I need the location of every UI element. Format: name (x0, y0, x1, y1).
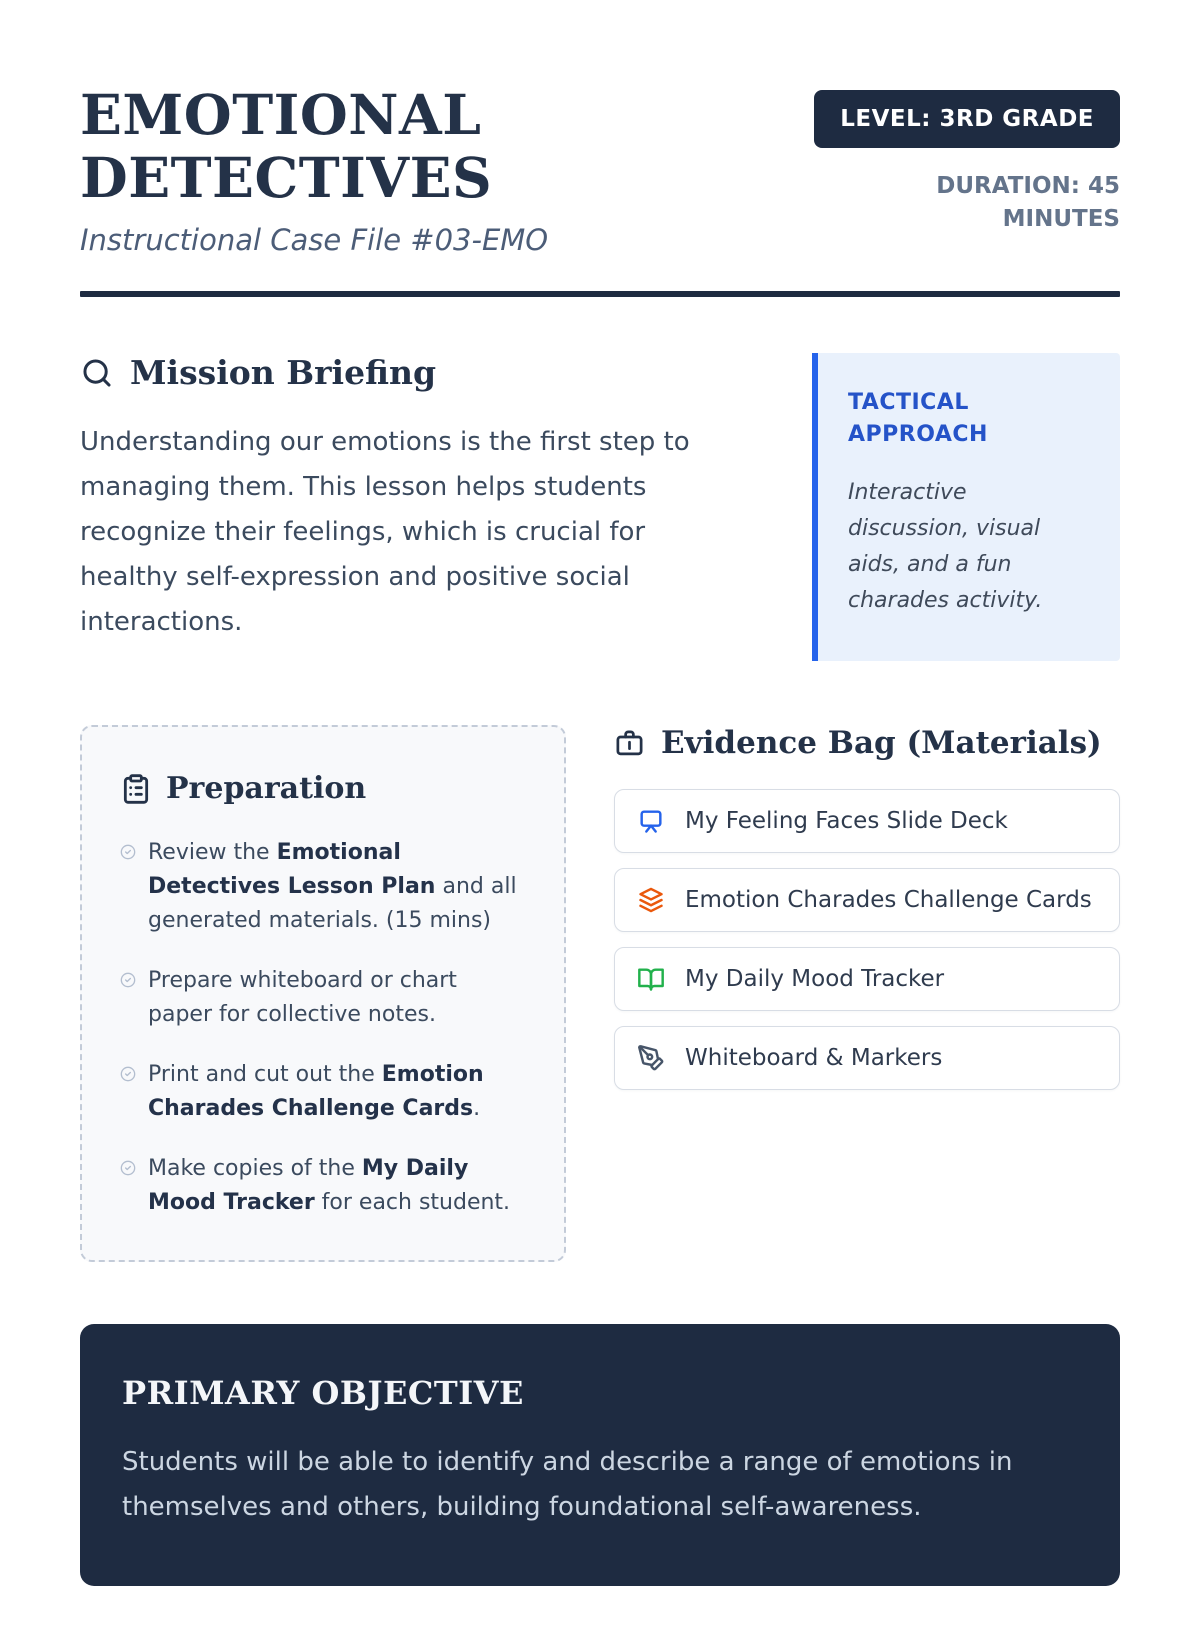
duration-label: DURATION: 45 MINUTES (936, 173, 1120, 233)
tactical-approach-callout (812, 353, 1120, 661)
mission-heading (80, 353, 760, 392)
materials-heading-label: Evidence Bag (Materials) (661, 725, 1102, 762)
layers-icon (637, 886, 665, 914)
material-card-slide-deck[interactable] (614, 789, 1120, 853)
page-title: EMOTIONAL DETECTIVES (80, 82, 493, 210)
primary-objective-heading: PRIMARY OBJECTIVE (122, 1374, 524, 1413)
clipboard-list-icon (120, 773, 152, 805)
tactical-approach-heading: TACTICAL APPROACH (848, 390, 988, 448)
circle-check-icon (120, 844, 136, 938)
mission-section (80, 353, 760, 661)
tactical-approach-text: Interactive discussion, visual aids, and a fun charades activity. (848, 480, 1043, 614)
preparation-item (120, 836, 526, 938)
material-label: Whiteboard & Markers (685, 1045, 943, 1072)
level-badge: LEVEL: 3RD GRADE (814, 90, 1120, 148)
preparation-panel (80, 725, 566, 1262)
primary-objective-text: Students will be able to identify and describe a range of emotions in themselves and others, building foundational self-awareness. (122, 1447, 1013, 1523)
book-open-icon (637, 965, 665, 993)
header-meta (790, 84, 1120, 237)
material-label: My Feeling Faces Slide Deck (685, 808, 1008, 835)
page-subtitle: Instructional Case File #03-EMO (80, 223, 549, 258)
pen-tool-icon (637, 1044, 665, 1072)
header (80, 84, 1120, 257)
title-block (80, 84, 640, 257)
material-label: Emotion Charades Challenge Cards (685, 887, 1092, 914)
mission-row (80, 353, 1120, 661)
preparation-item-text: Make copies of the My Daily Mood Tracker for each student. (148, 1156, 511, 1216)
preparation-item-text: Prepare whiteboard or chart paper for collective notes. (148, 968, 457, 1028)
circle-check-icon (120, 972, 136, 1032)
preparation-heading-label: Preparation (166, 771, 367, 807)
material-label: My Daily Mood Tracker (685, 966, 945, 993)
preparation-item-text: Print and cut out the Emotion Charades Challenge Cards. (148, 1062, 484, 1122)
mission-body-text: Understanding our emotions is the first step to managing them. This lesson helps students recognize their feelings, which is crucial for healthy self-expression and positive social interactions. (80, 427, 690, 638)
primary-objective-panel (80, 1324, 1120, 1586)
circle-check-icon (120, 1160, 136, 1220)
preparation-item (120, 1152, 526, 1220)
presentation-icon (637, 807, 665, 835)
briefcase-icon (614, 728, 645, 759)
preparation-item (120, 1058, 526, 1126)
circle-check-icon (120, 1066, 136, 1126)
material-card-whiteboard-markers[interactable] (614, 1026, 1120, 1090)
materials-heading (614, 725, 1120, 761)
search-icon (80, 356, 114, 390)
preparation-list (120, 836, 526, 1220)
material-card-charades-cards[interactable] (614, 868, 1120, 932)
materials-section (614, 725, 1120, 1090)
material-card-mood-tracker[interactable] (614, 947, 1120, 1011)
prep-materials-row (80, 725, 1120, 1262)
preparation-item (120, 964, 526, 1032)
header-divider (80, 291, 1120, 297)
materials-list (614, 789, 1120, 1090)
preparation-item-text: Review the Emotional Detectives Lesson Plan and all generated materials. (15 mins) (148, 840, 517, 934)
preparation-heading (120, 771, 526, 806)
mission-heading-label: Mission Briefing (130, 353, 437, 393)
